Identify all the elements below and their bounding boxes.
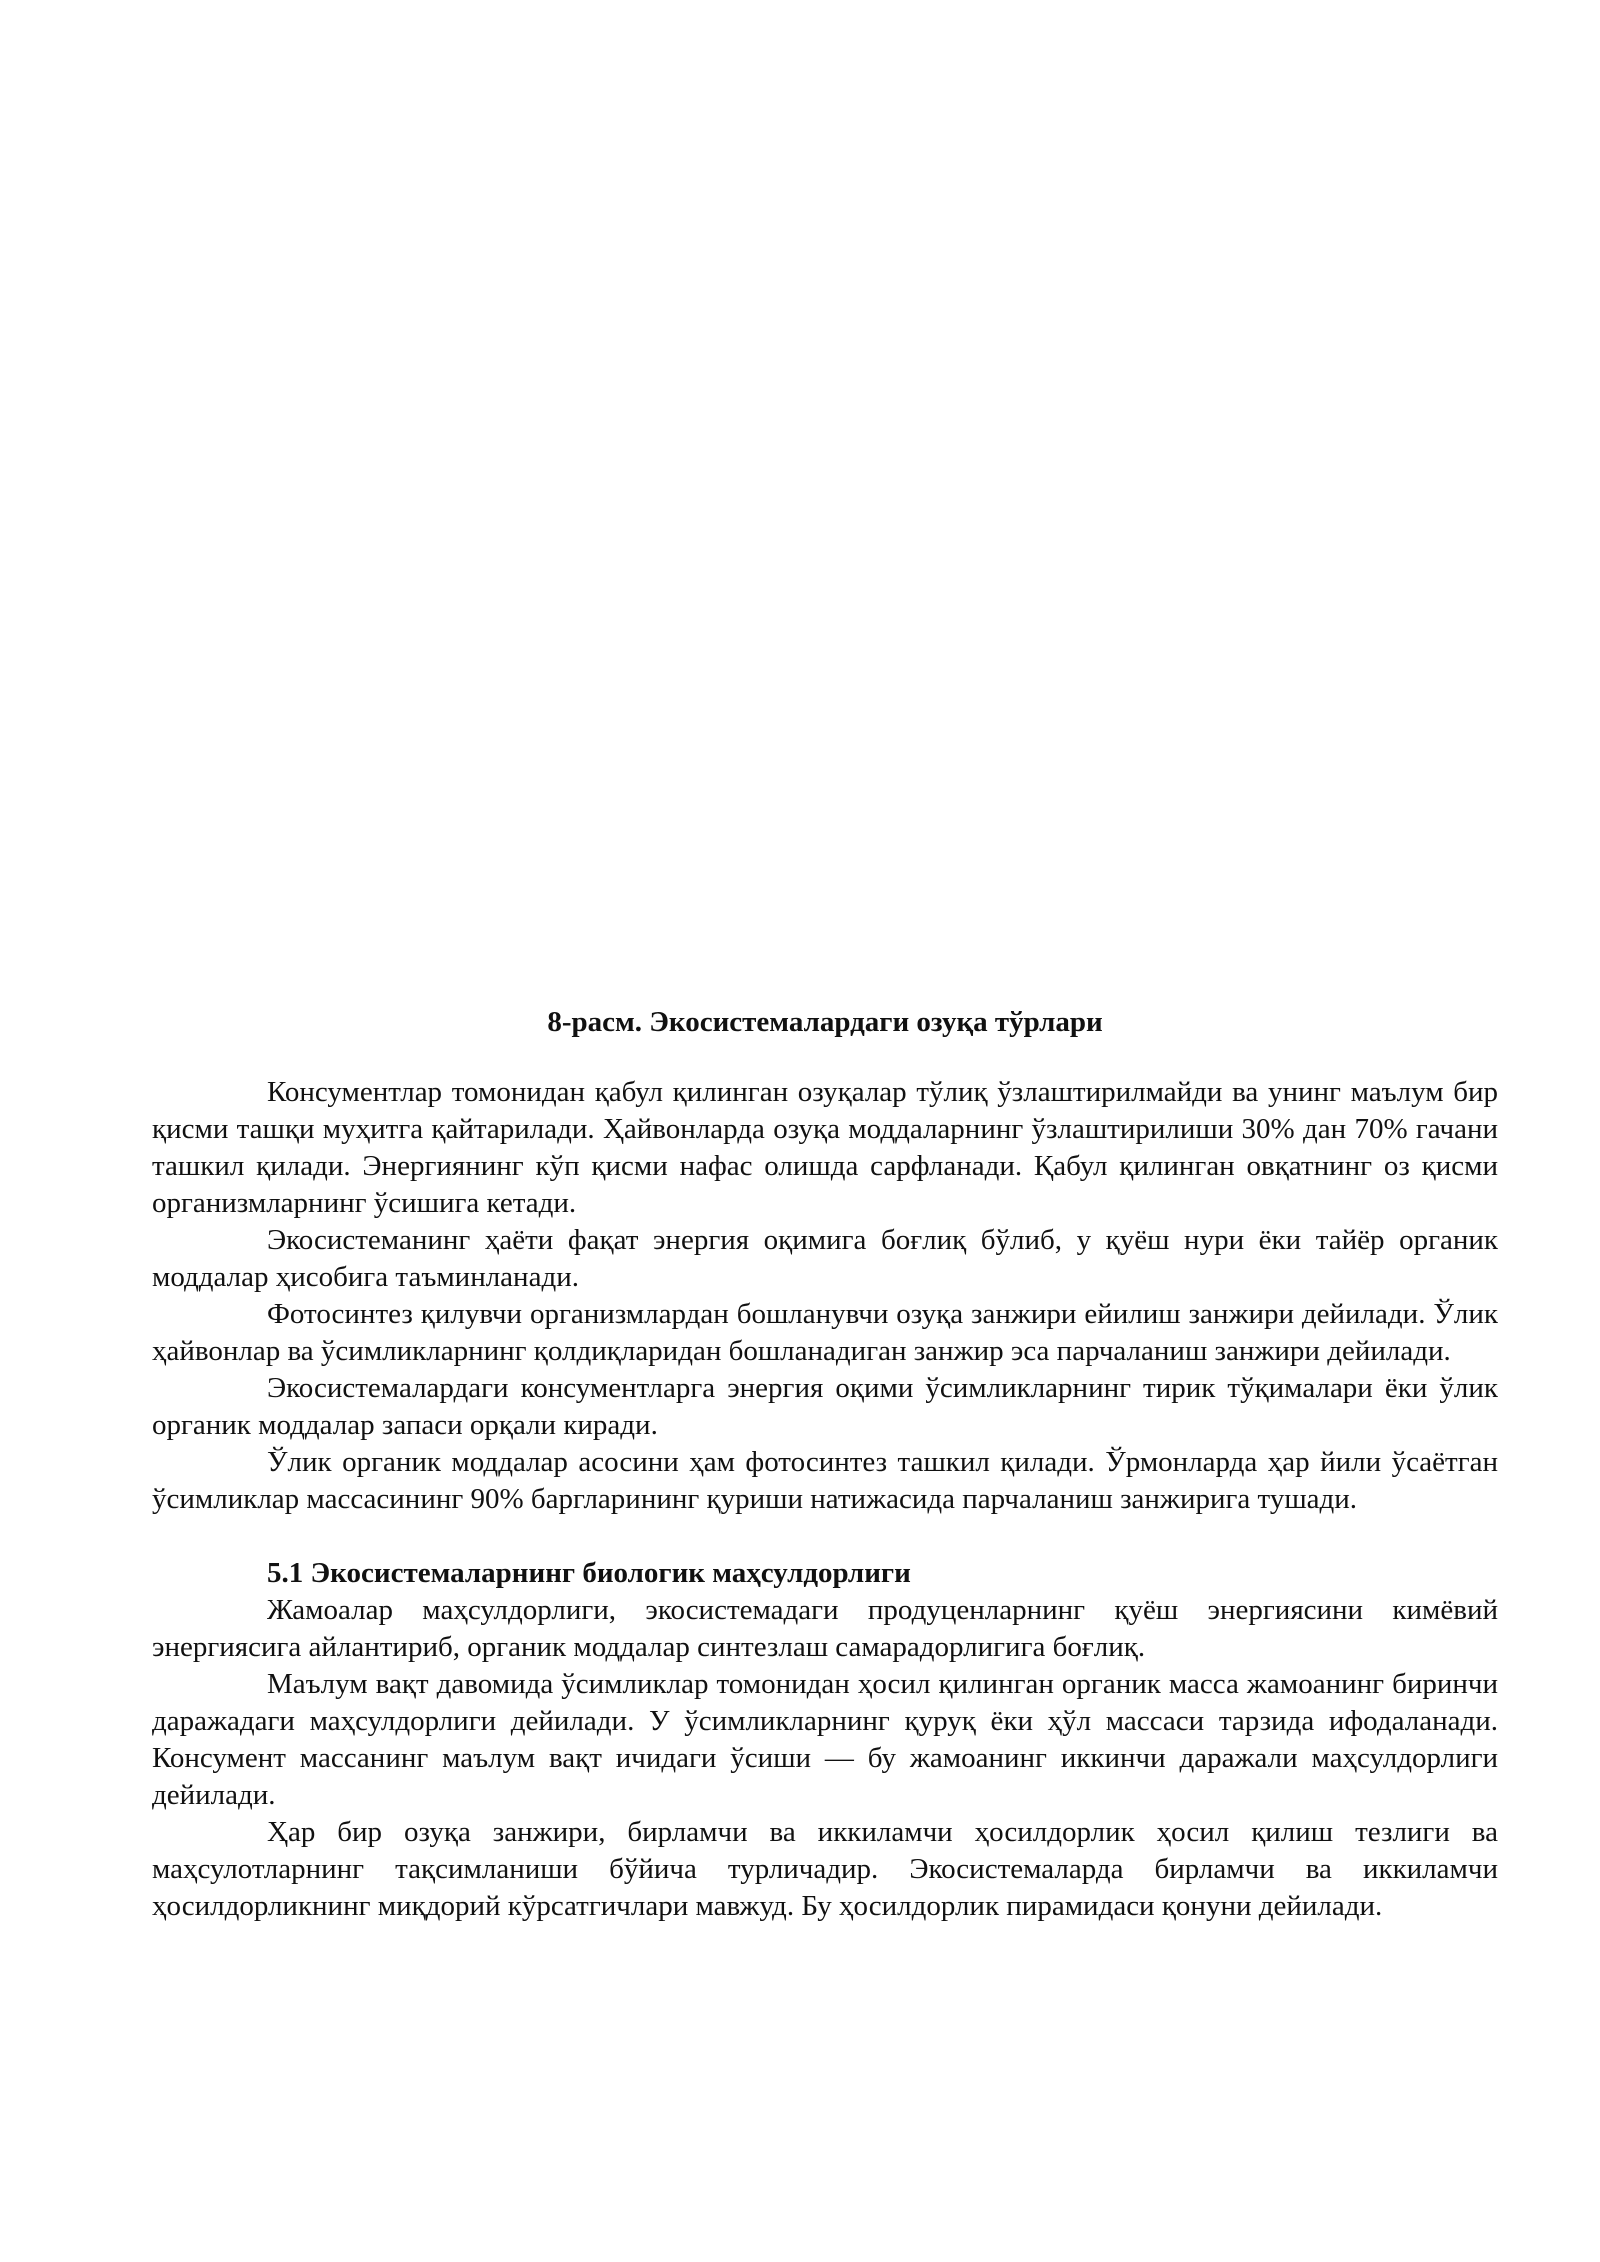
- section-heading: 5.1 Экосистемаларнинг биологик маҳсулдорлиги: [267, 1557, 911, 1589]
- paragraph: Консументлар томонидан қабул қилинган озуқалар тўлиқ ўзлаштирилмайди ва унинг маълум бир қисми ташқи муҳитга қайтарилади. Ҳайвонларда озуқа моддаларнинг ўзлаштирилиши 30% дан 70% гачани ташкил қилади. Энергиянинг кўп қисми нафас олишда сарфланади. Қабул қилинган овқатнинг оз қисми организмларнинг ўсишига кетади.: [152, 1076, 1498, 1219]
- body-text: [152, 1074, 1498, 1925]
- paragraph: Жамоалар маҳсулдорлиги, экосистемадаги продуценларнинг қуёш энергиясини кимёвий энергиясига айлантириб, органик моддалар синтезлаш самарадорлигига боғлиқ.: [152, 1594, 1498, 1663]
- figure-placeholder: [152, 60, 1498, 990]
- paragraph: Ҳар бир озуқа занжири, бирламчи ва иккиламчи ҳосилдорлик ҳосил қилиш тезлиги ва маҳсулотларнинг тақсимланиши бўйича турличадир. Экосистемаларда бирламчи ва иккиламчи ҳосилдорликнинг миқдорий кўрсатгичлари мавжуд. Бу ҳосилдорлик пирамидаси қонуни дейилади.: [152, 1816, 1498, 1922]
- paragraph: Маълум вақт давомида ўсимликлар томонидан ҳосил қилинган органик масса жамоанинг биринчи даражадаги маҳсулдорлиги дейилади. У ўсимликларнинг қуруқ ёки ҳўл массаси тарзида ифодаланади. Консумент массанинг маълум вақт ичидаги ўсиши — бу жамоанинг иккинчи даражали маҳсулдорлиги дейилади.: [152, 1668, 1498, 1811]
- paragraph: Экосистемалардаги консументларга энергия оқими ўсимликларнинг тирик тўқималари ёки ўлик органик моддалар запаси орқали киради.: [152, 1372, 1498, 1441]
- figure-caption: 8-расм. Экосистемалардаги озуқа тўрлари: [547, 1006, 1103, 1038]
- paragraph: Экосистеманинг ҳаёти фақат энергия оқимига боғлиқ бўлиб, у қуёш нури ёки тайёр органик моддалар ҳисобига таъминланади.: [152, 1224, 1498, 1293]
- paragraph: Фотосинтез қилувчи организмлардан бошланувчи озуқа занжири ейилиш занжири дейилади. Ўлик ҳайвонлар ва ўсимликларнинг қолдиқларидан бошланадиган занжир эса парчаланиш занжири дейилади.: [152, 1298, 1498, 1367]
- paragraph: Ўлик органик моддалар асосини ҳам фотосинтез ташкил қилади. Ўрмонларда ҳар йили ўсаётган ўсимликлар массасининг 90% баргларининг қуриши натижасида парчаланиш занжирига тушади.: [152, 1446, 1498, 1515]
